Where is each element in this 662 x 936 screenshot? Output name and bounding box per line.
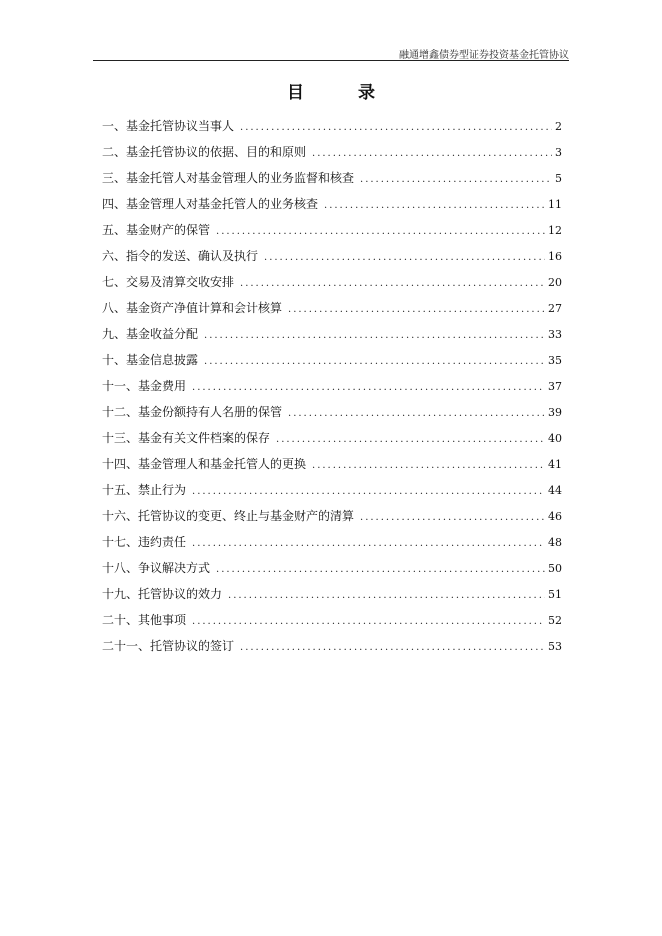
toc-entry-page-number: 41 (548, 458, 562, 471)
toc-entry-page-number: 53 (548, 640, 562, 653)
toc-entry[interactable] (102, 139, 562, 165)
toc-entry-page-number: 2 (555, 120, 562, 133)
toc-entry-label: 十五、禁止行为 (102, 483, 187, 497)
toc-dot-leader (216, 557, 545, 583)
toc-entry-page-number: 46 (548, 510, 562, 523)
toc-dot-leader (216, 219, 545, 245)
toc-entry-label: 十三、基金有关文件档案的保存 (102, 431, 271, 445)
toc-entry[interactable] (102, 191, 562, 217)
toc-entry-label: 五、基金财产的保管 (102, 223, 211, 237)
toc-dot-leader (240, 271, 545, 297)
toc-dot-leader (192, 479, 545, 505)
toc-entry[interactable] (102, 477, 562, 503)
toc-dot-leader (204, 349, 545, 375)
toc-dot-leader (312, 453, 545, 479)
toc-entry[interactable] (102, 373, 562, 399)
toc-entry-label: 三、基金托管人对基金管理人的业务监督和核查 (102, 171, 355, 185)
toc-dot-leader (288, 297, 545, 323)
toc-dot-leader (204, 323, 545, 349)
toc-entry[interactable] (102, 607, 562, 633)
toc-dot-leader (264, 245, 545, 271)
toc-entry[interactable] (102, 113, 562, 139)
toc-entry-page-number: 16 (548, 250, 562, 263)
toc-entry[interactable] (102, 503, 562, 529)
toc-entry-label: 二十、其他事项 (102, 613, 187, 627)
header-divider (93, 60, 569, 61)
toc-entry[interactable] (102, 295, 562, 321)
table-of-contents (102, 113, 562, 659)
toc-entry[interactable] (102, 347, 562, 373)
toc-entry-page-number: 20 (548, 276, 562, 289)
toc-entry-page-number: 51 (548, 588, 562, 601)
toc-entry-page-number: 3 (555, 146, 562, 159)
toc-entry-label: 十七、违约责任 (102, 535, 187, 549)
toc-entry-page-number: 50 (548, 562, 562, 575)
toc-dot-leader (324, 193, 545, 219)
toc-entry-page-number: 12 (548, 224, 562, 237)
toc-dot-leader (192, 531, 545, 557)
toc-entry-label: 十二、基金份额持有人名册的保管 (102, 405, 283, 419)
toc-entry[interactable] (102, 399, 562, 425)
toc-entry[interactable] (102, 425, 562, 451)
toc-entry-page-number: 37 (548, 380, 562, 393)
toc-entry-page-number: 11 (548, 198, 562, 211)
toc-entry-label: 十四、基金管理人和基金托管人的更换 (102, 457, 307, 471)
toc-entry-page-number: 39 (548, 406, 562, 419)
toc-dot-leader (192, 375, 545, 401)
toc-entry[interactable] (102, 451, 562, 477)
toc-entry-page-number: 33 (548, 328, 562, 341)
toc-dot-leader (192, 609, 545, 635)
toc-entry-label: 十六、托管协议的变更、终止与基金财产的清算 (102, 509, 355, 523)
toc-entry-page-number: 5 (555, 172, 562, 185)
toc-entry[interactable] (102, 269, 562, 295)
toc-entry[interactable] (102, 555, 562, 581)
toc-dot-leader (360, 167, 552, 193)
toc-entry[interactable] (102, 217, 562, 243)
running-header: 融通增鑫债券型证券投资基金托管协议 (399, 50, 569, 61)
toc-entry-page-number: 27 (548, 302, 562, 315)
toc-entry-label: 一、基金托管协议当事人 (102, 119, 235, 133)
toc-entry[interactable] (102, 165, 562, 191)
toc-entry[interactable] (102, 581, 562, 607)
toc-entry-page-number: 35 (548, 354, 562, 367)
toc-title: 目 录 (287, 83, 399, 103)
toc-entry-label: 七、交易及清算交收安排 (102, 275, 235, 289)
toc-entry[interactable] (102, 633, 562, 659)
toc-entry-label: 十一、基金费用 (102, 379, 187, 393)
toc-dot-leader (288, 401, 545, 427)
toc-entry-page-number: 44 (548, 484, 562, 497)
toc-dot-leader (240, 635, 545, 661)
toc-dot-leader (360, 505, 545, 531)
toc-entry-label: 九、基金收益分配 (102, 327, 199, 341)
toc-entry-label: 四、基金管理人对基金托管人的业务核查 (102, 197, 319, 211)
toc-entry-page-number: 52 (548, 614, 562, 627)
toc-entry-page-number: 48 (548, 536, 562, 549)
toc-entry-label: 二十一、托管协议的签订 (102, 639, 235, 653)
toc-dot-leader (228, 583, 545, 609)
toc-entry-label: 十、基金信息披露 (102, 353, 199, 367)
toc-entry[interactable] (102, 529, 562, 555)
toc-dot-leader (312, 141, 552, 167)
toc-dot-leader (240, 115, 552, 141)
toc-entry-label: 六、指令的发送、确认及执行 (102, 249, 259, 263)
toc-entry-label: 八、基金资产净值计算和会计核算 (102, 301, 283, 315)
toc-entry-label: 二、基金托管协议的依据、目的和原则 (102, 145, 307, 159)
toc-entry[interactable] (102, 321, 562, 347)
toc-dot-leader (276, 427, 545, 453)
toc-entry[interactable] (102, 243, 562, 269)
toc-entry-label: 十八、争议解决方式 (102, 561, 211, 575)
toc-entry-page-number: 40 (548, 432, 562, 445)
toc-entry-label: 十九、托管协议的效力 (102, 587, 223, 601)
